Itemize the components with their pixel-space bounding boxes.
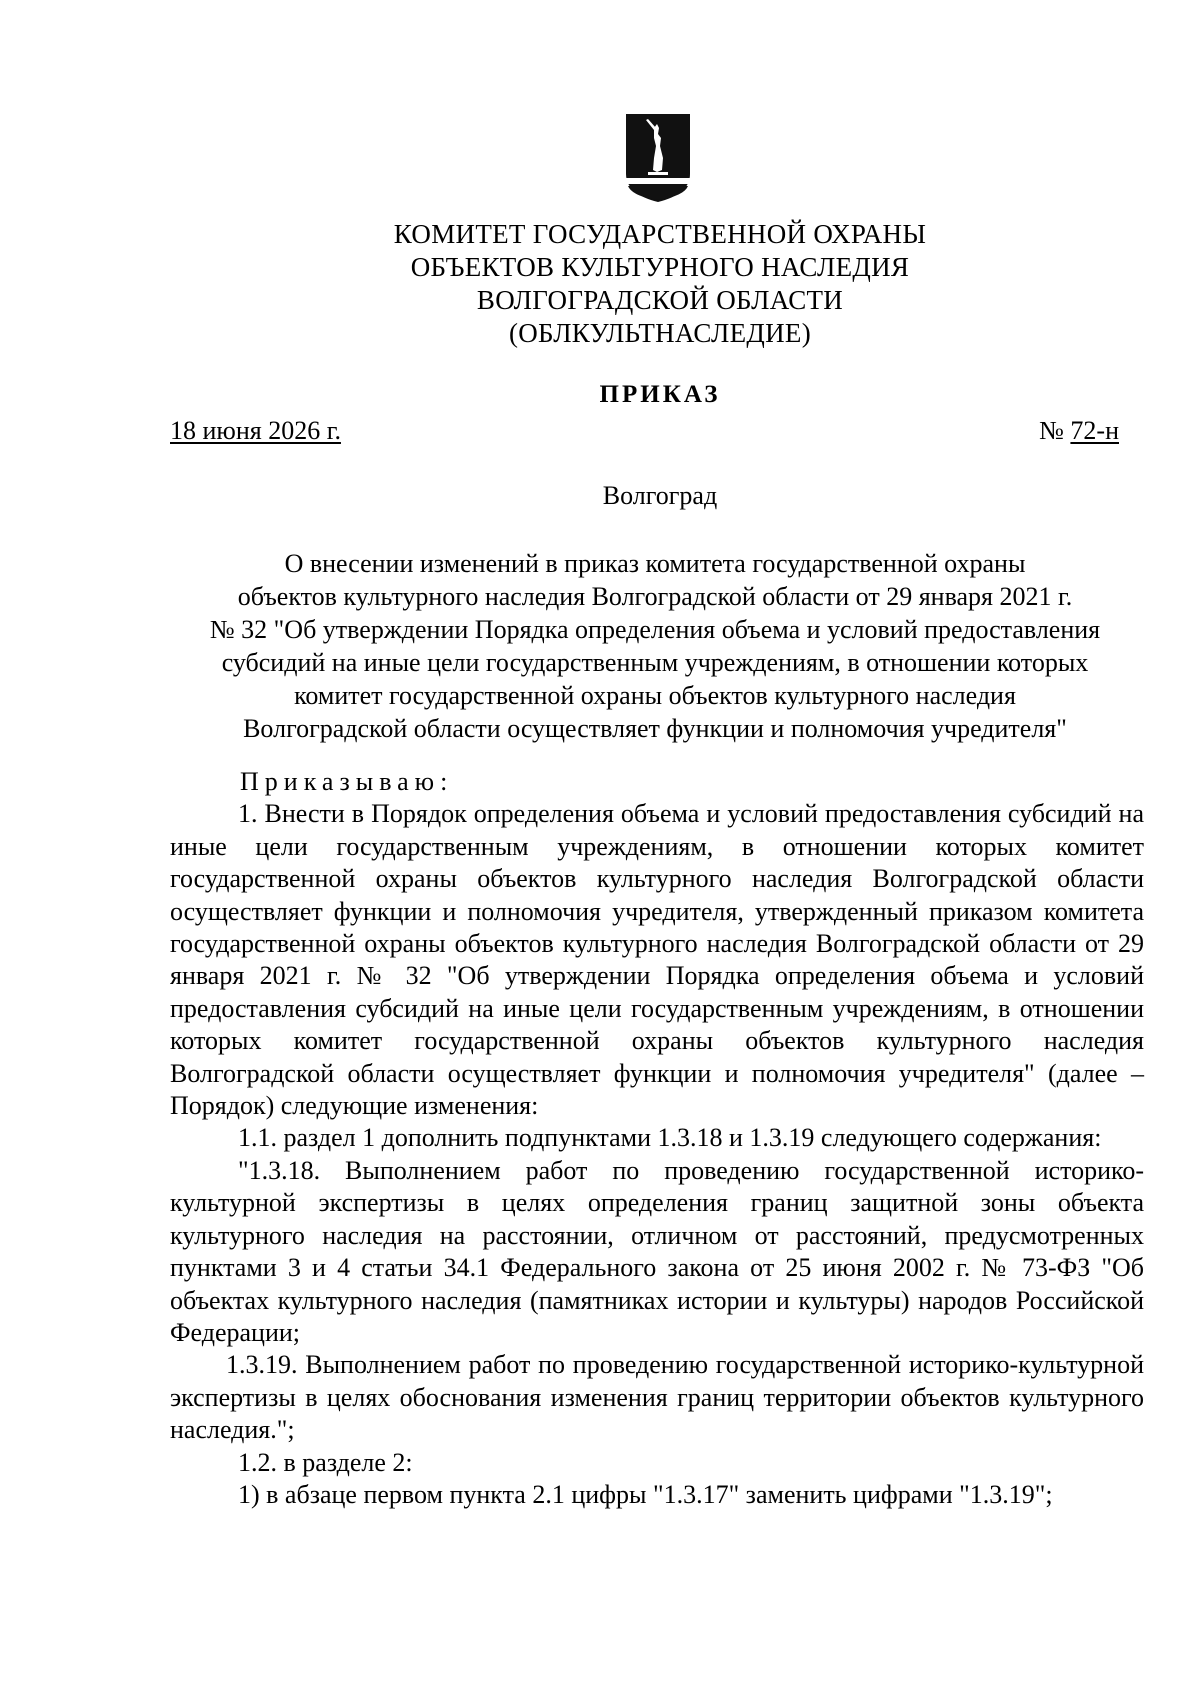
paragraph-1-3-19: 1.3.19. Выполнением работ по проведению государственной историко-культурной экспертизы в целях обоснования изменения границ территории объектов культурного наследия."; xyxy=(170,1350,1144,1445)
paragraph-1-2: 1.2. в разделе 2: xyxy=(238,1447,413,1477)
paragraph-1: 1. Внести в Порядок определения объема и условий предоставления субсидий на иные цели государственным учреждениям, в отношении которых комитет государственной охраны объектов культурного наследия Волгоградской области осуществляет функции и полномочия учредителя, утвержденный приказом комитета государственной охраны объектов культурного наследия Волгоградской области от 29 января 2021 г. № 32 "Об утверждении Порядка определения объема и условий предоставления субсидий на иные цели государственным учреждениям, в отношении которых комитет государственной охраны объектов культурного наследия Волгоградской области осуществляет функции и полномочия учредителя" (далее – Порядок) следующие изменения: xyxy=(170,799,1144,1121)
org-line: ОБЪЕКТОВ КУЛЬТУРНОГО НАСЛЕДИЯ xyxy=(410,252,910,282)
subject-line: объектов культурного наследия Волгоградской области от 29 января 2021 г. xyxy=(237,582,1073,611)
org-line: (ОБЛКУЛЬТНАСЛЕДИЕ) xyxy=(508,318,812,348)
org-line: ВОЛГОГРАДСКОЙ ОБЛАСТИ xyxy=(476,285,844,315)
order-directive: Приказываю: xyxy=(240,767,454,796)
paragraph-1-3-18: "1.3.18. Выполнением работ по проведению государственной историко-культурной экспертизы в целях определения границ защитной зоны объекта культурного наследия на расстоянии, отличном от расстояний, предусмотренных пунктами 3 и 4 статьи 34.1 Федерального закона от 25 июня 2002 г. № 73-ФЗ "Об объектах культурного наследия (памятниках истории и культуры) народов Российской Федерации; xyxy=(170,1155,1144,1347)
order-body xyxy=(170,766,1144,1511)
paragraph-1-2-item-1: 1) в абзаце первом пункта 2.1 цифры "1.3.17" заменить цифрами "1.3.19"; xyxy=(238,1479,1053,1509)
number-prefix: № xyxy=(1039,416,1071,445)
subject-line: комитет государственной охраны объектов культурного наследия xyxy=(294,681,1016,710)
subject-line: № 32 "Об утверждении Порядка определения объема и условий предоставления xyxy=(209,615,1101,644)
organization-name xyxy=(300,218,1020,350)
subject-line: О внесении изменений в приказ комитета государственной охраны xyxy=(284,549,1026,578)
document-type: ПРИКАЗ xyxy=(599,381,721,408)
order-subject xyxy=(150,547,1160,745)
order-date: 18 июня 2026 г. xyxy=(170,416,341,445)
paragraph-1-1: 1.1. раздел 1 дополнить подпунктами 1.3.18 и 1.3.19 следующего содержания: xyxy=(238,1123,1102,1153)
number-value: 72-н xyxy=(1070,416,1119,445)
city: Волгоград xyxy=(602,481,718,510)
org-line: КОМИТЕТ ГОСУДАРСТВЕННОЙ ОХРАНЫ xyxy=(393,219,927,249)
order-number xyxy=(1039,416,1119,446)
coat-of-arms-icon xyxy=(624,112,692,204)
subject-line: Волгоградской области осуществляет функции и полномочия учредителя" xyxy=(243,714,1067,743)
subject-line: субсидий на иные цели государственным учреждениям, в отношении которых xyxy=(221,648,1089,677)
